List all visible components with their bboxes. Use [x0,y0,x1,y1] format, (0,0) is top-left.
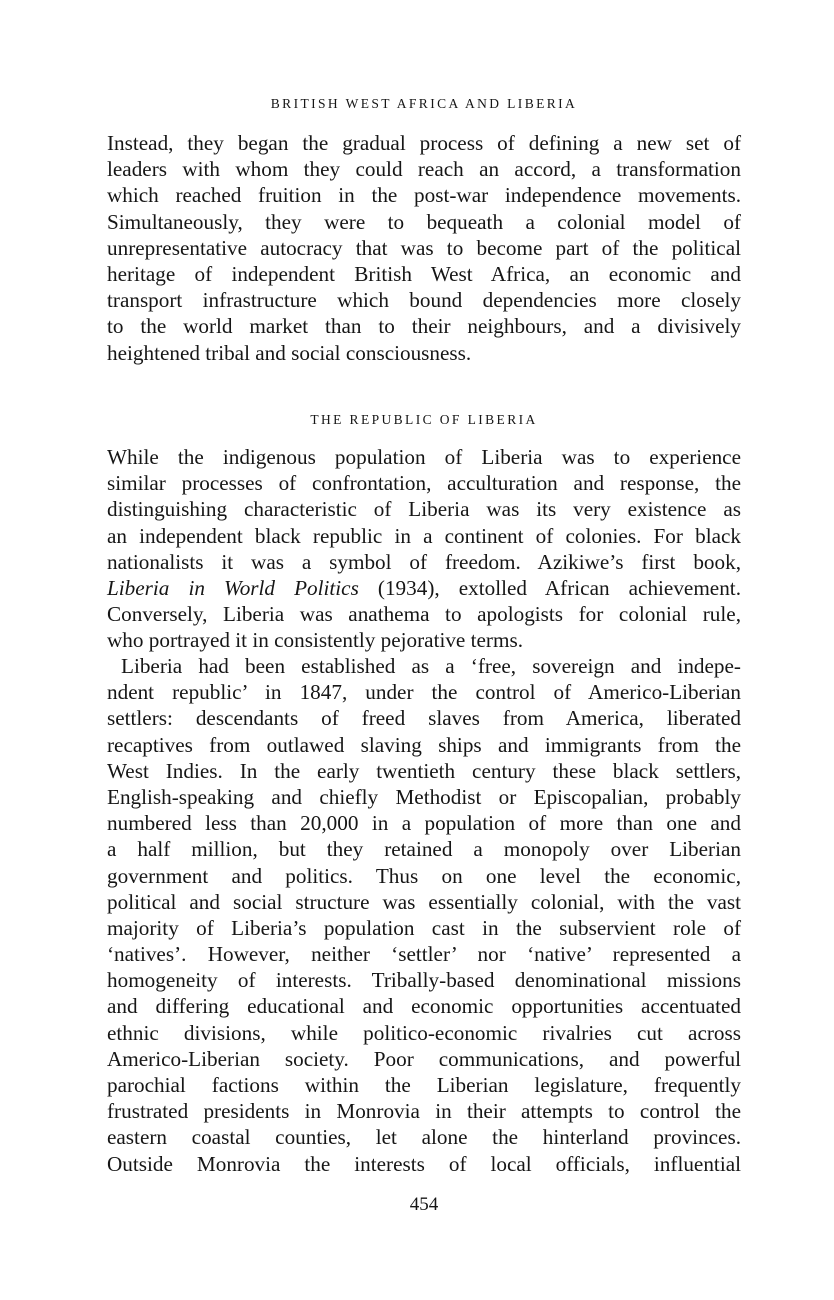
text-line: Outside Monrovia the interests of local officials, influential [107,1151,741,1176]
text-fragment: (1934), extolled African achievement. [358,575,741,600]
paragraph-1 [107,130,741,366]
text-line: heightened tribal and social consciousness. [107,340,472,365]
text-line: majority of Liberia’s population cast in the subservient role of [107,915,741,940]
text-line: settlers: descendants of freed slaves from America, liberated [107,706,741,731]
text-line: Americo-Liberian society. Poor communications, and powerful [107,1046,741,1071]
text-line: a half million, but they retained a monopoly over Liberian [107,837,741,862]
text-line: recaptives from outlawed slaving ships and immigrants from the [107,732,741,757]
text-line: Simultaneously, they were to bequeath a colonial model of [107,209,741,234]
text-line: Instead, they began the gradual process of defining a new set of [107,131,741,155]
text-line: similar processes of confrontation, acculturation and response, the [107,471,741,496]
text-line: ethnic divisions, while politico-economic rivalries cut across [107,1020,741,1045]
text-line: transport infrastructure which bound dependencies more closely [107,288,741,313]
text-line: an independent black republic in a continent of colonies. For black [107,523,741,548]
text-line: unrepresentative autocracy that was to become part of the political [107,235,741,260]
page-number: 454 [409,1194,439,1215]
text-line: While the indigenous population of Liberia was to experience [107,445,741,469]
text-line: ndent republic’ in 1847, under the control of Americo-Liberian [107,680,741,705]
running-head: BRITISH WEST AFRICA AND LIBERIA [270,96,578,111]
text-line: political and social structure was essentially colonial, with the vast [107,889,741,914]
text-line: numbered less than 20,000 in a population of more than one and [107,811,741,836]
text-line: who portrayed it in consistently pejorative terms. [107,628,524,653]
paragraph-3 [107,653,741,1177]
text-line: leaders with whom they could reach an accord, a transformation [107,157,741,182]
text-line: Liberia had been established as a ‘free, sovereign and indepe- [121,654,741,678]
text-line: parochial factions within the Liberian legislature, frequently [107,1073,741,1097]
text-line: distinguishing characteristic of Liberia was its very existence as [107,497,741,522]
text-line: heritage of independent British West Africa, an economic and [107,261,741,286]
section-heading: THE REPUBLIC OF LIBERIA [310,412,538,427]
text-line: eastern coastal counties, let alone the hinterland provinces. [107,1125,741,1150]
text-line: government and politics. Thus on one level the economic, [107,863,741,888]
text-line: and differing educational and economic opportunities accentuated [107,994,741,1019]
paragraph-2 [107,444,741,654]
text-line: which reached fruition in the post-war independence movements. [107,183,741,208]
text-line: frustrated presidents in Monrovia in their attempts to control the [107,1099,741,1124]
text-line-with-title [107,575,741,601]
text-line: West Indies. In the early twentieth century these black settlers, [107,758,741,783]
text-line: to the world market than to their neighbours, and a divisively [107,314,741,339]
text-line: English-speaking and chiefly Methodist or Episcopalian, probably [107,784,741,809]
book-title: Liberia in World Politics [107,575,359,600]
text-line: ‘natives’. However, neither ‘settler’ nor ‘native’ represented a [107,942,741,967]
text-line: Conversely, Liberia was anathema to apologists for colonial rule, [107,602,741,627]
text-line: nationalists it was a symbol of freedom. Azikiwe’s first book, [107,549,741,574]
text-line: homogeneity of interests. Tribally-based denominational missions [107,968,741,993]
